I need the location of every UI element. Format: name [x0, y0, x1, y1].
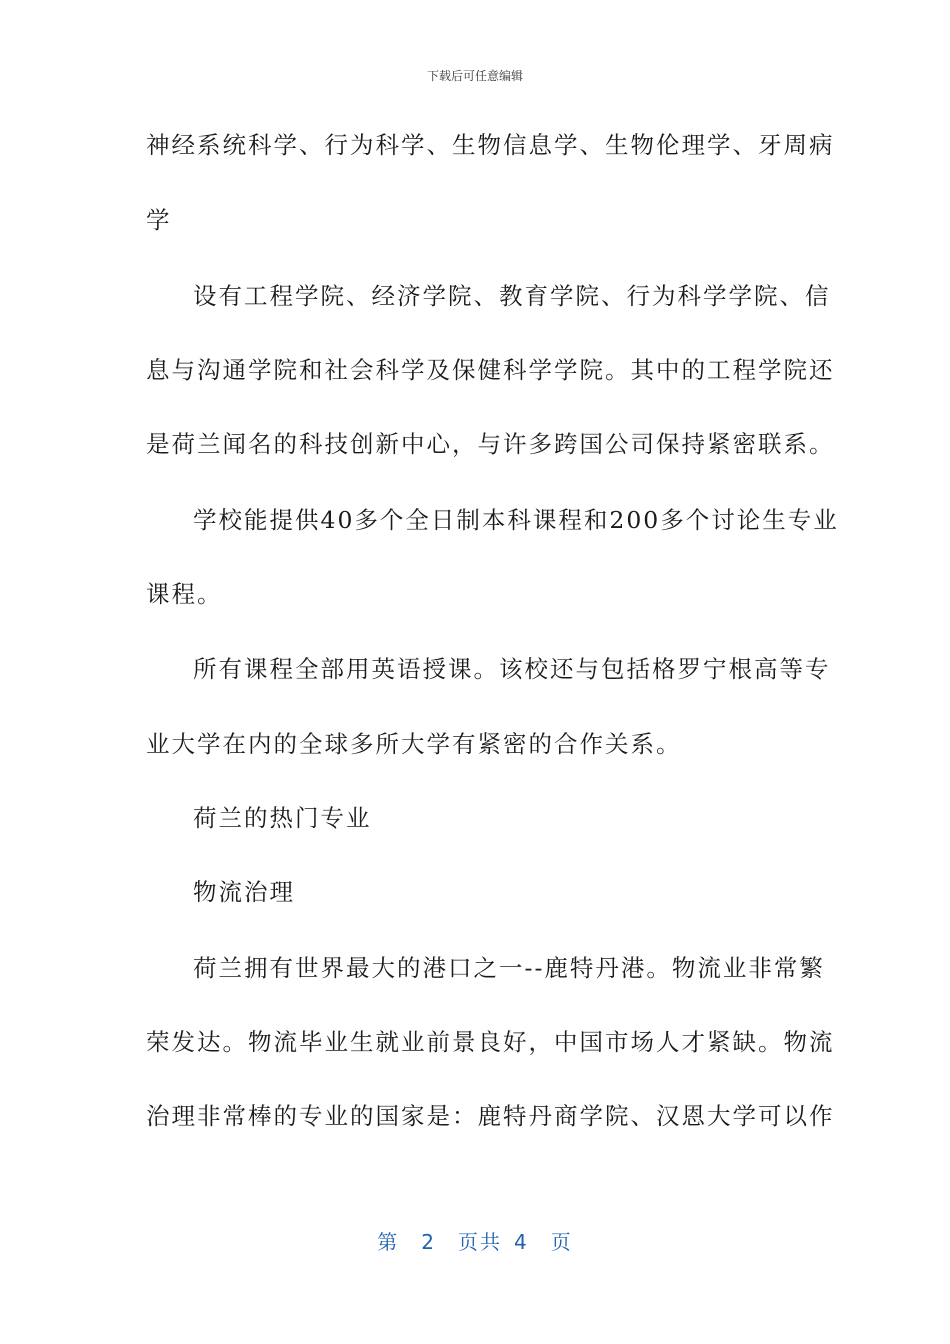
footer-suffix: 页	[550, 1230, 573, 1254]
paragraph-line: 荷兰拥有世界最大的港口之一--鹿特丹港。物流业非常繁	[193, 954, 825, 982]
paragraph-line: 学	[146, 206, 172, 234]
paragraph-line: 荣发达。物流毕业生就业前景良好，中国市场人才紧缺。物流	[146, 1028, 835, 1056]
paragraph-line: 业大学在内的全球多所大学有紧密的合作关系。	[146, 730, 682, 758]
paragraph-line: 设有工程学院、经济学院、教育学院、行为科学学院、信	[193, 282, 831, 310]
subsection-heading: 物流治理	[193, 878, 295, 906]
footer-prefix: 第	[377, 1230, 400, 1254]
paragraph-line: 息与沟通学院和社会科学及保健科学学院。其中的工程学院还	[146, 356, 835, 384]
paragraph-line: 神经系统科学、行为科学、生物信息学、生物伦理学、牙周病	[146, 131, 835, 159]
paragraph-line: 是荷兰闻名的科技创新中心，与许多跨国公司保持紧密联系。	[146, 430, 835, 458]
footer-total-pages: 4	[514, 1230, 529, 1254]
footer-current-page: 2	[421, 1230, 436, 1254]
footer-middle: 页共	[458, 1230, 502, 1254]
section-heading: 荷兰的热门专业	[193, 804, 372, 832]
paragraph-line: 所有课程全部用英语授课。该校还与包括格罗宁根高等专	[193, 655, 831, 683]
paragraph-line: 学校能提供40多个全日制本科课程和200多个讨论生专业	[193, 506, 839, 534]
page-header: 下载后可任意编辑	[426, 69, 523, 83]
paragraph-line: 课程。	[146, 580, 223, 608]
page-footer	[0, 1226, 950, 1255]
paragraph-line: 治理非常棒的专业的国家是：鹿特丹商学院、汉恩大学可以作	[146, 1102, 835, 1130]
